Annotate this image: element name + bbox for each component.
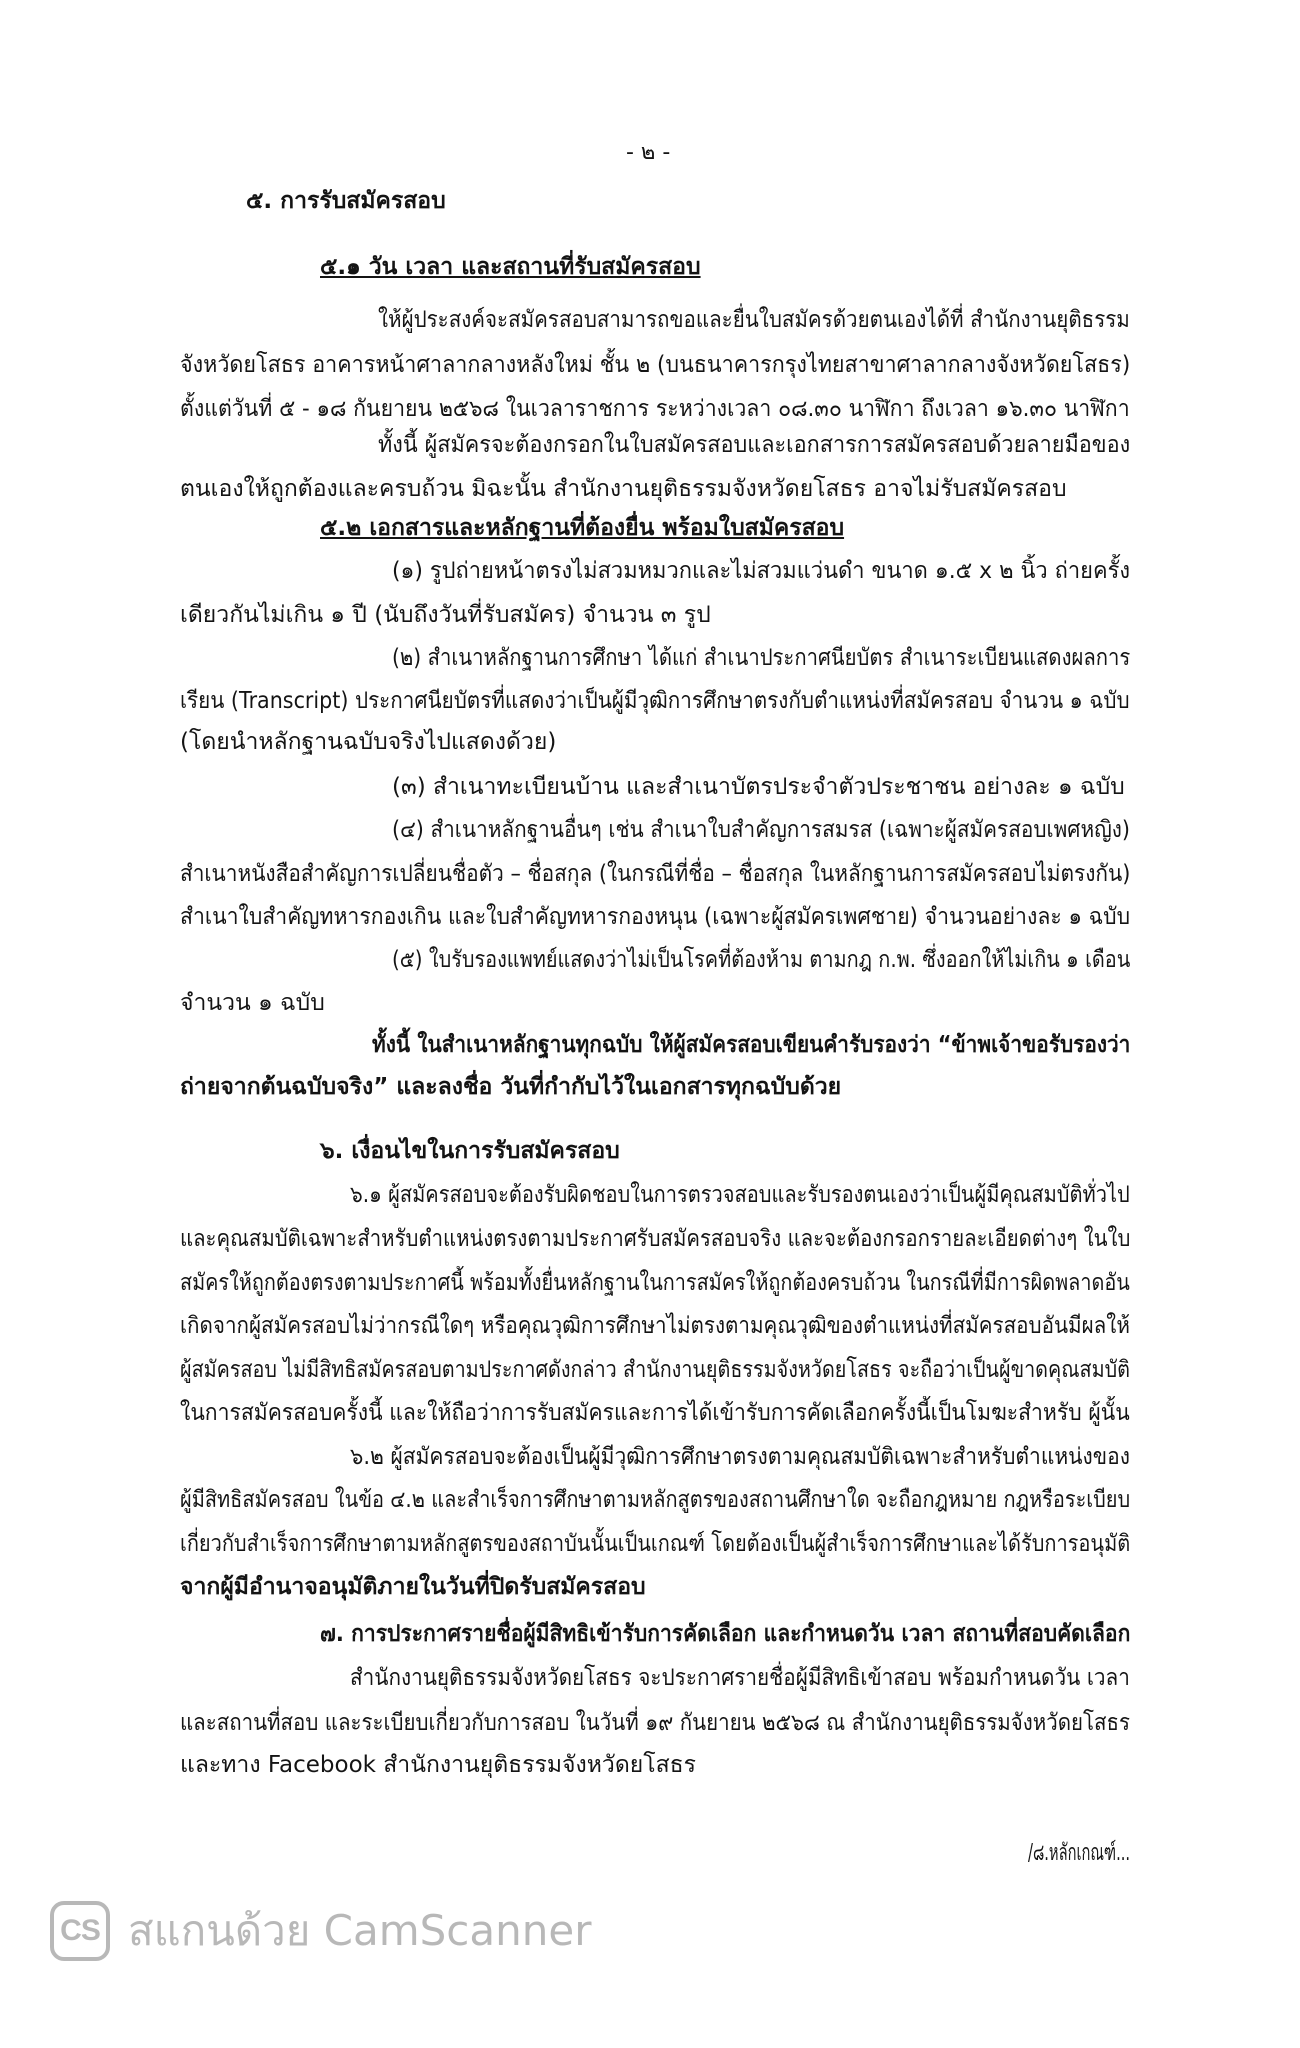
paragraph-line: สำนักงานยุติธรรมจังหวัดยโสธร จะประกาศรายชื่อผู้มีสิทธิเข้าสอบ พร้อมกำหนดวัน เวลา bbox=[350, 1665, 1130, 1691]
list-item-line: (๒) สำเนาหลักฐานการศึกษา ได้แก่ สำเนาประกาศนียบัตร สำเนาระเบียนแสดงผลการ bbox=[392, 645, 1131, 671]
section-5-1-heading: ๕.๑ วัน เวลา และสถานที่รับสมัครสอบ bbox=[320, 254, 701, 280]
list-item-line: สำเนาใบสำคัญทหารกองเกิน และใบสำคัญทหารกองหนุน (เฉพาะผู้สมัครเพศชาย) จำนวนอย่างละ ๑ ฉบับ bbox=[180, 904, 1131, 930]
paragraph-line: เกิดจากผู้สมัครสอบไม่ว่ากรณีใดๆ หรือคุณวุฒิการศึกษาไม่ตรงตามคุณวุฒิของตำแหน่งที่สมัครสอบอันมีผลให้ bbox=[180, 1313, 1130, 1339]
paragraph-line: จังหวัดยโสธร อาคารหน้าศาลากลางหลังใหม่ ชั้น ๒ (บนธนาคารกรุงไทยสาขาศาลากลางจังหวัดยโสธร) bbox=[180, 352, 1131, 378]
list-item-line: (๓) สำเนาทะเบียนบ้าน และสำเนาบัตรประจำตัวประชาชน อย่างละ ๑ ฉบับ bbox=[392, 774, 1125, 800]
paragraph-line: สมัครให้ถูกต้องตรงตามประกาศนี้ พร้อมทั้งยื่นหลักฐานในการสมัครให้ถูกต้องครบถ้วน ในกรณีที่มีการผิดพลาดอัน bbox=[180, 1270, 1130, 1296]
list-item-line: (๔) สำเนาหลักฐานอื่นๆ เช่น สำเนาใบสำคัญการสมรส (เฉพาะผู้สมัครสอบเพศหญิง) bbox=[392, 817, 1131, 843]
list-item-line: เดียวกันไม่เกิน ๑ ปี (นับถึงวันที่รับสมัคร) จำนวน ๓ รูป bbox=[180, 602, 711, 628]
paragraph-line: และสถานที่สอบ และระเบียบเกี่ยวกับการสอบ ในวันที่ ๑๙ กันยายน ๒๕๖๘ ณ สำนักงานยุติธรรมจังหวัดยโสธร bbox=[180, 1710, 1130, 1736]
list-item-line: (๑) รูปถ่ายหน้าตรงไม่สวมหมวกและไม่สวมแว่นดำ ขนาด ๑.๕ x ๒ นิ้ว ถ่ายครั้ง bbox=[392, 558, 1131, 584]
camscanner-watermark: สแกนด้วย CamScanner bbox=[128, 1906, 592, 1955]
paragraph-line: จากผู้มีอำนาจอนุมัติภายในวันที่ปิดรับสมัครสอบ bbox=[180, 1574, 646, 1600]
section-6-heading: ๖. เงื่อนไขในการรับสมัครสอบ bbox=[320, 1138, 620, 1164]
list-item-line: จำนวน ๑ ฉบับ bbox=[180, 990, 325, 1016]
section-5-heading: ๕. การรับสมัครสอบ bbox=[246, 188, 446, 214]
paragraph-line: ให้ผู้ประสงค์จะสมัครสอบสามารถขอและยื่นใบสมัครด้วยตนเองได้ที่ สำนักงานยุติธรรม bbox=[378, 307, 1130, 333]
paragraph-line: ในการสมัครสอบครั้งนี้ และให้ถือว่าการรับสมัครและการได้เข้ารับการคัดเลือกครั้งนี้เป็นโมฆะสำหรับ ผู้นั้น bbox=[180, 1400, 1130, 1426]
section-7-heading: ๗. การประกาศรายชื่อผู้มีสิทธิเข้ารับการคัดเลือก และกำหนดวัน เวลา สถานที่สอบคัดเลือก bbox=[320, 1621, 1131, 1647]
page-number: - ๒ - bbox=[626, 140, 671, 165]
list-item-line: (โดยนำหลักฐานฉบับจริงไปแสดงด้วย) bbox=[180, 729, 557, 755]
note-line: ทั้งนี้ ในสำเนาหลักฐานทุกฉบับ ให้ผู้สมัครสอบเขียนคำรับรองว่า “ข้าพเจ้าขอรับรองว่า bbox=[372, 1032, 1131, 1058]
paragraph-line: ทั้งนี้ ผู้สมัครจะต้องกรอกในใบสมัครสอบและเอกสารการสมัครสอบด้วยลายมือของ bbox=[378, 432, 1131, 458]
paragraph-line: ตั้งแต่วันที่ ๕ - ๑๘ กันยายน ๒๕๖๘ ในเวลาราชการ ระหว่างเวลา ๐๘.๓๐ นาฬิกา ถึงเวลา ๑๖.๓๐ นาฬิกา bbox=[180, 396, 1130, 422]
note-line: ถ่ายจากต้นฉบับจริง” และลงชื่อ วันที่กำกับไว้ในเอกสารทุกฉบับด้วย bbox=[180, 1074, 842, 1100]
camscanner-logo-icon: CS bbox=[50, 1901, 110, 1961]
section-5-2-heading: ๕.๒ เอกสารและหลักฐานที่ต้องยื่น พร้อมใบสมัครสอบ bbox=[320, 515, 845, 541]
paragraph-line: และทาง Facebook สำนักงานยุติธรรมจังหวัดยโสธร bbox=[180, 1752, 697, 1778]
continuation-note: /๘.หลักเกณฑ์... bbox=[1028, 1840, 1131, 1866]
list-item-line: เรียน (Transcript) ประกาศนียบัตรที่แสดงว่าเป็นผู้มีวุฒิการศึกษาตรงกับตำแหน่งที่สมัครสอบ จำนวน ๑ ฉบับ bbox=[180, 688, 1130, 714]
list-item-line: (๕) ใบรับรองแพทย์แสดงว่าไม่เป็นโรคที่ต้องห้าม ตามกฎ ก.พ. ซึ่งออกให้ไม่เกิน ๑ เดือน bbox=[392, 947, 1131, 973]
paragraph-line: ผู้สมัครสอบ ไม่มีสิทธิสมัครสอบตามประกาศดังกล่าว สำนักงานยุติธรรมจังหวัดยโสธร จะถือว่าเป็นผู้ขาดคุณสมบัติ bbox=[180, 1357, 1131, 1383]
list-item-line: สำเนาหนังสือสำคัญการเปลี่ยนชื่อตัว – ชื่อสกุล (ในกรณีที่ชื่อ – ชื่อสกุล ในหลักฐานการสมัครสอบไม่ตรงกัน) bbox=[180, 861, 1131, 887]
paragraph-line: ๖.๒ ผู้สมัครสอบจะต้องเป็นผู้มีวุฒิการศึกษาตรงตามคุณสมบัติเฉพาะสำหรับตำแหน่งของ bbox=[350, 1444, 1130, 1470]
paragraph-line: ตนเองให้ถูกต้องและครบถ้วน มิฉะนั้น สำนักงานยุติธรรมจังหวัดยโสธร อาจไม่รับสมัครสอบ bbox=[180, 476, 1067, 502]
paragraph-line: ผู้มีสิทธิสมัครสอบ ในข้อ ๔.๒ และสำเร็จการศึกษาตามหลักสูตรของสถานศึกษาใด จะถือกฎหมาย กฎหรือระเบียบ bbox=[180, 1487, 1131, 1513]
paragraph-line: เกี่ยวกับสำเร็จการศึกษาตามหลักสูตรของสถาบันนั้นเป็นเกณฑ์ โดยต้องเป็นผู้สำเร็จการศึกษาและได้รับการอนุมัติ bbox=[180, 1531, 1131, 1557]
paragraph-line: และคุณสมบัติเฉพาะสำหรับตำแหน่งตรงตามประกาศรับสมัครสอบจริง และจะต้องกรอกรายละเอียดต่างๆ ในใบ bbox=[180, 1226, 1131, 1252]
paragraph-line: ๖.๑ ผู้สมัครสอบจะต้องรับผิดชอบในการตรวจสอบและรับรองตนเองว่าเป็นผู้มีคุณสมบัติทั่วไป bbox=[350, 1182, 1130, 1208]
